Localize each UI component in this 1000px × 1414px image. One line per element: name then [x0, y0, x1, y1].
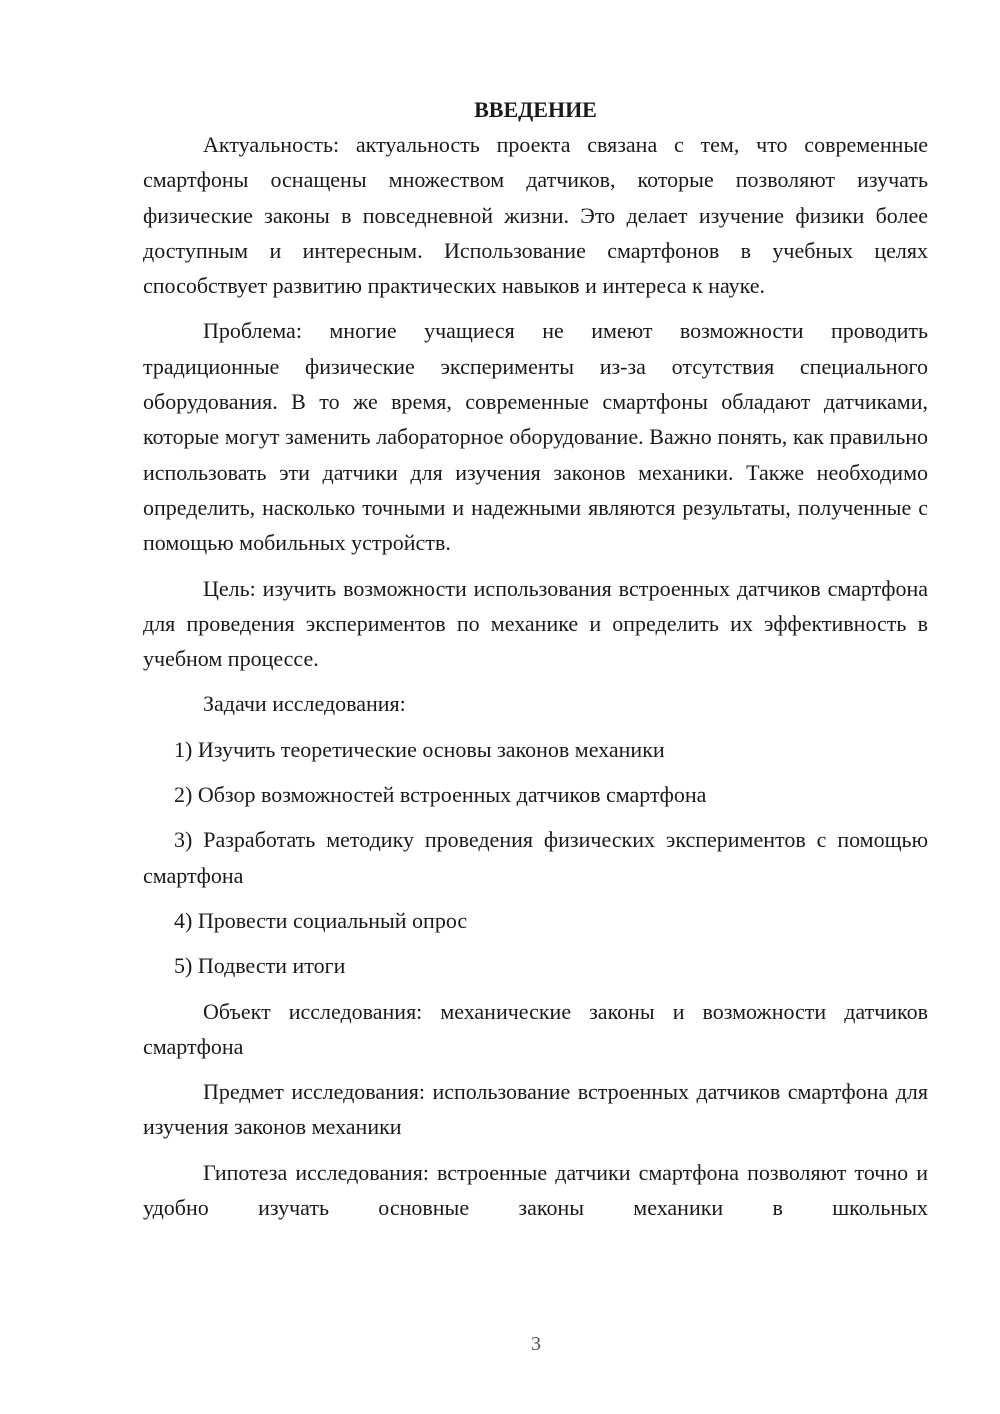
- task-item-2: 2) Обзор возможностей встроенных датчиков смартфона: [174, 782, 707, 808]
- page-number: 3: [531, 1333, 541, 1355]
- tasks-title: Задачи исследования:: [203, 691, 406, 717]
- task-item-5: 5) Подвести итоги: [174, 953, 346, 979]
- paragraph-hypothesis: Гипотеза исследования: встроенные датчики смартфона позволяют точно и удобно изучать основные законы механики в школьных: [143, 1159, 928, 1221]
- paragraph-object: Объект исследования: механические законы и возможности датчиков смартфона: [143, 998, 928, 1059]
- document-page: [143, 92, 928, 1235]
- task-item-4: 4) Провести социальный опрос: [174, 907, 468, 933]
- paragraph-problem: Проблема: многие учащиеся не имеют возможности проводить традиционные физические эксперименты из-за отсутствия специального оборудования. В то же время, современные смартфоны обладают датчиками, которые могут заменить лабораторное оборудование. Важно понять, как правильно использовать эти датчики для изучения законов механики. Также необходимо определить, насколько точными и надежными являются результаты, полученные с помощью мобильных устройств.: [143, 318, 928, 556]
- task-item-1: 1) Изучить теоретические основы законов механики: [174, 736, 665, 762]
- paragraph-relevance: Актуальность: актуальность проекта связана с тем, что современные смартфоны оснащены множеством датчиков, которые позволяют изучать физические законы в повседневной жизни. Это делает изучение физики более доступным и интересным. Использование смартфонов в учебных целях способствует развитию практических навыков и интереса к науке.: [143, 132, 928, 299]
- page-title: ВВЕДЕНИЕ: [474, 97, 597, 122]
- paragraph-goal: Цель: изучить возможности использования встроенных датчиков смартфона для проведения экспериментов по механике и определить их эффективность в учебном процессе.: [143, 575, 928, 672]
- paragraph-subject: Предмет исследования: использование встроенных датчиков смартфона для изучения законов механики: [143, 1079, 928, 1140]
- task-item-3: 3) Разработать методику проведения физических экспериментов с помощью смартфона: [143, 827, 928, 888]
